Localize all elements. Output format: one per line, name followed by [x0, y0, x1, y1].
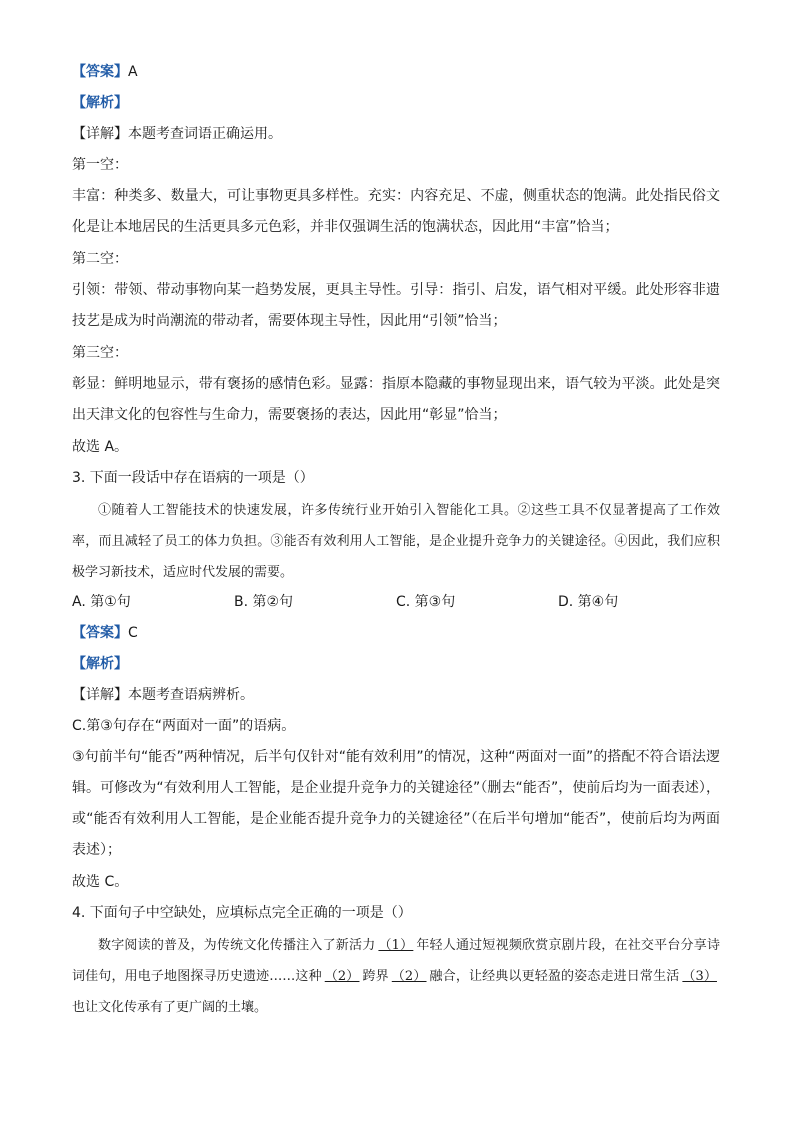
blank2-explanation: 引领：带领、带动事物向某一趋势发展，更具主导性。引导：指引、启发，语气相对平缓。此处形容非遗技艺是成为时尚潮流的带动者，需要体现主导性，因此用“引领”恰当；: [72, 282, 720, 329]
blank1-title: 第一空：: [72, 157, 128, 173]
passage-text: 年轻人通过短视频欣赏京剧片段，在社交平台分享诗词佳句，用电子地图探寻历史遗迹……这种: [72, 938, 720, 984]
answer-tag: 【答案】: [72, 625, 128, 641]
q3-analysis: [72, 654, 720, 674]
q2-answer: [72, 62, 720, 82]
option-d[interactable]: D. 第④句: [558, 594, 619, 610]
analysis-tag: 【解析】: [72, 95, 128, 111]
blank3-title: 第三空：: [72, 345, 128, 361]
answer-tag: 【答案】: [72, 64, 128, 80]
passage-text: 融合，让经典以更轻盈的姿态走进日常生活: [429, 969, 680, 984]
q3-conclusion: 故选 C。: [72, 874, 129, 890]
document-page: [72, 62, 720, 1027]
detail-tag: 【详解】: [72, 687, 128, 703]
q2-conclusion: 故选 A。: [72, 439, 129, 455]
blank-2b: （2）: [391, 969, 427, 984]
q3-answer: [72, 623, 720, 643]
option-b[interactable]: B. 第②句: [234, 594, 294, 610]
q4-passage: [72, 930, 720, 1023]
q3-detail: [72, 685, 720, 705]
blank-2a: （2）: [324, 969, 360, 984]
q3-point: C.第③句存在“两面对一面”的语病。: [72, 718, 296, 734]
option-a[interactable]: A. 第①句: [72, 594, 131, 610]
q4-stem: 4. 下面句子中空缺处，应填标点完全正确的一项是（）: [72, 905, 412, 921]
blank3-explanation: 彰显：鲜明地显示，带有褒扬的感情色彩。显露：指原本隐藏的事物显现出来，语气较为平淡。此处是突出天津文化的包容性与生命力，需要褒扬的表达，因此用“彰显”恰当；: [72, 376, 720, 423]
q3-passage: ①随着人工智能技术的快速发展，许多传统行业开始引入智能化工具。②这些工具不仅显著提高了工作效率，而且减轻了员工的体力负担。③能否有效利用人工智能，是企业提升竞争力的关键途径。④因此，我们应积极学习新技术，适应时代发展的需要。: [72, 503, 720, 580]
answer-value: C: [128, 625, 138, 641]
q3-explanation: ③句前半句“能否”两种情况，后半句仅针对“能有效利用”的情况，这种“两面对一面”的搭配不符合语法逻辑。可修改为“有效利用人工智能，是企业提升竞争力的关键途径”（删去“能否”，使前后均为一面表述），或“能否有效利用人工智能，是企业能否提升竞争力的关键途径”（在后半句增加“能否”，使前后均为两面表述）；: [72, 749, 720, 858]
detail-text: 本题考查词语正确运用。: [128, 126, 282, 142]
blank-3: （3）: [682, 969, 717, 984]
q3-stem: 3. 下面一段话中存在语病的一项是（）: [72, 470, 314, 486]
q3-options: [72, 592, 720, 612]
blank1-explanation: 丰富：种类多、数量大，可让事物更具多样性。充实：内容充足、不虚，侧重状态的饱满。此处指民俗文化是让本地居民的生活更具多元色彩，并非仅强调生活的饱满状态，因此用“丰富”恰当；: [72, 188, 720, 235]
detail-tag: 【详解】: [72, 126, 128, 142]
blank-1: （1）: [378, 938, 414, 953]
passage-text: 数字阅读的普及，为传统文化传播注入了新活力: [98, 938, 376, 953]
option-c[interactable]: C. 第③句: [396, 594, 456, 610]
analysis-tag: 【解析】: [72, 656, 128, 672]
passage-text: 也让文化传承有了更广阔的土壤。: [72, 1000, 268, 1015]
blank2-title: 第二空：: [72, 251, 128, 267]
answer-value: A: [128, 64, 138, 80]
q2-analysis: [72, 93, 720, 113]
detail-text: 本题考查语病辨析。: [128, 687, 254, 703]
q2-detail: [72, 124, 720, 144]
passage-text: 跨界: [362, 969, 389, 984]
